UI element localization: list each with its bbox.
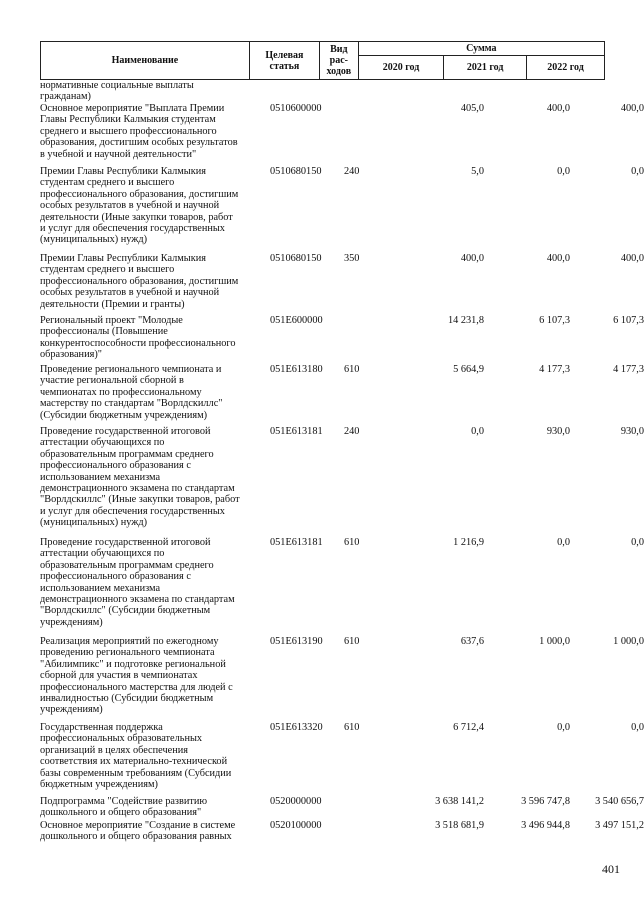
row-code: 0520000000 bbox=[270, 796, 322, 807]
row-2021: 3 596 747,8 bbox=[521, 796, 570, 807]
header-2020: 2020 год bbox=[358, 56, 444, 80]
row-name: Подпрограмма "Содействие развитию дошкольного и общего образования" bbox=[40, 796, 208, 819]
row-2022: 0,0 bbox=[631, 166, 644, 177]
row-2021: 0,0 bbox=[557, 537, 570, 548]
row-2022: 930,0 bbox=[620, 426, 644, 437]
row-name: Премии Главы Республики Калмыкия студентам среднего и высшего профессионального образования, достигшим особых результатов в учебной и научной деятельности (Премии и гранты) bbox=[40, 253, 239, 310]
row-2022: 400,0 bbox=[620, 253, 644, 264]
row-2020: 14 231,8 bbox=[447, 315, 484, 326]
row-2021: 930,0 bbox=[546, 426, 570, 437]
row-2020: 400,0 bbox=[460, 253, 484, 264]
row-2022: 6 107,3 bbox=[613, 315, 644, 326]
row-2022: 0,0 bbox=[631, 537, 644, 548]
row-2022: 3 497 151,2 bbox=[595, 820, 644, 831]
row-2022: 3 540 656,7 bbox=[595, 796, 644, 807]
row-name: Реализация мероприятий по ежегодному проведению регионального чемпионата "Абилимпикс" и подготовке региональной сборной для участия в чемпионатах профессионального мастерства для людей с инвалидностью (Субсидии бюджетным учреждениям) bbox=[40, 636, 233, 716]
header-2022: 2022 год bbox=[527, 56, 605, 80]
row-2020: 5 664,9 bbox=[453, 364, 484, 375]
row-2021: 6 107,3 bbox=[539, 315, 570, 326]
row-name: Региональный проект "Молодые профессионалы (Повышение конкурентоспособности профессионального образования)" bbox=[40, 315, 236, 361]
row-name: Государственная поддержка профессиональных образовательных организаций в целях обеспечения соответствия их материально-технической базы современным требованиям (Субсидии бюджетным учреждениям) bbox=[40, 722, 232, 791]
header-2021: 2021 год bbox=[444, 56, 527, 80]
row-name: Основное мероприятие "Создание в системе дошкольного и общего образования равных bbox=[40, 820, 236, 843]
row-2021: 400,0 bbox=[546, 103, 570, 114]
header-type: Вид рас-ходов bbox=[320, 42, 359, 80]
row-code: 051E613181 bbox=[270, 426, 323, 437]
row-2022: 0,0 bbox=[631, 722, 644, 733]
row-2021: 4 177,3 bbox=[539, 364, 570, 375]
row-2020: 3 518 681,9 bbox=[435, 820, 484, 831]
row-name: Основное мероприятие "Выплата Премии Главы Республики Калмыкия студентам среднего и высшего профессионального образования, достигшим особых результатов в учебной и научной деятельности" bbox=[40, 103, 238, 160]
row-code: 051E600000 bbox=[270, 315, 323, 326]
row-2021: 0,0 bbox=[557, 722, 570, 733]
row-2022: 1 000,0 bbox=[613, 636, 644, 647]
row-code: 0510600000 bbox=[270, 103, 322, 114]
row-2020: 637,6 bbox=[460, 636, 484, 647]
row-code: 051E613320 bbox=[270, 722, 323, 733]
row-type: 350 bbox=[344, 253, 360, 264]
row-2020: 6 712,4 bbox=[453, 722, 484, 733]
row-2020: 0,0 bbox=[471, 426, 484, 437]
row-code: 0510680150 bbox=[270, 166, 322, 177]
row-name: Проведение регионального чемпионата и участие региональной сборной в чемпионатах по профессиональному мастерству по стандартам "Ворлдскиллс" (Субсидии бюджетным учреждениям) bbox=[40, 364, 223, 421]
row-code: 0510680150 bbox=[270, 253, 322, 264]
row-name: нормативные социальные выплаты гражданам) bbox=[40, 80, 194, 103]
row-type: 240 bbox=[344, 426, 360, 437]
row-name: Проведение государственной итоговой аттестации обучающихся по образовательным программам среднего профессионального образования с использованием механизма демонстрационного экзамена по стандартам "Ворлдскиллс" (Субсидии бюджетным учреждениям) bbox=[40, 537, 235, 628]
row-2021: 1 000,0 bbox=[539, 636, 570, 647]
row-code: 051E613180 bbox=[270, 364, 323, 375]
row-code: 051E613190 bbox=[270, 636, 323, 647]
row-name: Премии Главы Республики Калмыкия студентам среднего и высшего профессионального образования, достигшим особых результатов в учебной и научной деятельности (Иные закупки товаров, работ и услуг для обеспечения государственных (муниципальных) нужд) bbox=[40, 166, 239, 246]
header-sum: Сумма bbox=[358, 42, 604, 56]
row-2020: 3 638 141,2 bbox=[435, 796, 484, 807]
header-name: Наименование bbox=[41, 42, 250, 80]
header-code: Целевая статья bbox=[249, 42, 319, 80]
row-type: 610 bbox=[344, 364, 360, 375]
row-2022: 4 177,3 bbox=[613, 364, 644, 375]
row-type: 610 bbox=[344, 636, 360, 647]
row-2021: 400,0 bbox=[546, 253, 570, 264]
row-code: 051E613181 bbox=[270, 537, 323, 548]
row-type: 240 bbox=[344, 166, 360, 177]
row-name: Проведение государственной итоговой аттестации обучающихся по образовательным программам среднего профессионального образования с использованием механизма демонстрационного экзамена по стандартам "Ворлдскиллс" (Иные закупки товаров, работ и услуг для обеспечения государственных (муниципальных) нужд) bbox=[40, 426, 240, 529]
page-number: 401 bbox=[602, 862, 620, 876]
row-code: 0520100000 bbox=[270, 820, 322, 831]
row-2020: 405,0 bbox=[460, 103, 484, 114]
row-2021: 0,0 bbox=[557, 166, 570, 177]
row-2022: 400,0 bbox=[620, 103, 644, 114]
table-header bbox=[40, 41, 605, 80]
row-2021: 3 496 944,8 bbox=[521, 820, 570, 831]
row-2020: 1 216,9 bbox=[453, 537, 484, 548]
row-2020: 5,0 bbox=[471, 166, 484, 177]
row-type: 610 bbox=[344, 537, 360, 548]
row-type: 610 bbox=[344, 722, 360, 733]
